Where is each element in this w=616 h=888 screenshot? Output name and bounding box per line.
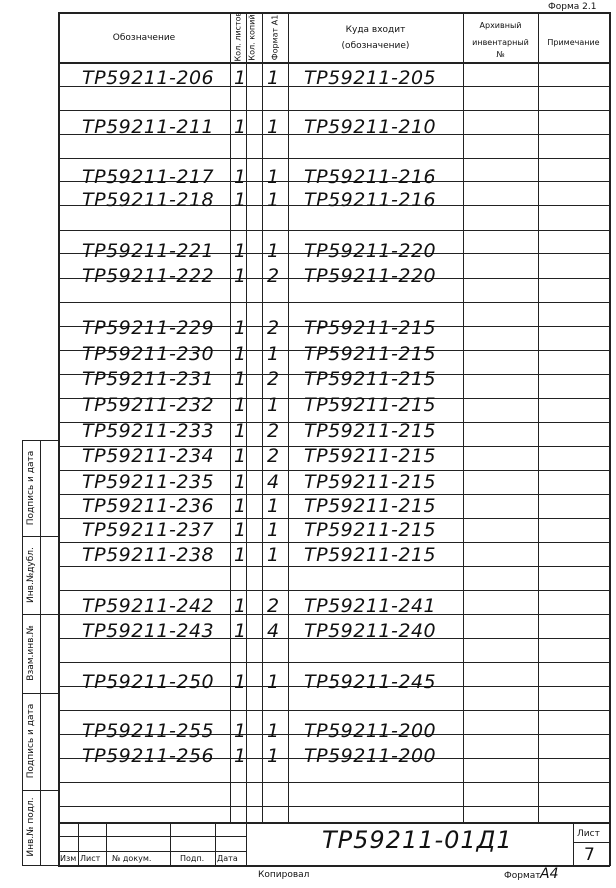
row-sheets: 1 xyxy=(234,189,247,211)
header-format: Формат А1 xyxy=(270,14,280,61)
row-designation: ТР59211-234 xyxy=(82,445,215,467)
header-where-used-1: Куда входит xyxy=(345,25,406,35)
row-rule-right xyxy=(463,253,609,254)
row-copies: 1 xyxy=(267,166,280,188)
header-where-used-2: (обозначение) xyxy=(341,41,410,51)
row-designation: ТР59211-243 xyxy=(82,620,215,642)
row-where-used: ТР59211-215 xyxy=(304,544,437,566)
row-where-used: ТР59211-215 xyxy=(304,471,437,493)
row-rule-right xyxy=(463,686,609,687)
header-notes: Примечание xyxy=(547,38,600,47)
row-rule-right xyxy=(463,86,609,87)
row-rule-right xyxy=(463,590,609,591)
tb-v-sheet xyxy=(573,822,574,866)
row-copies: 2 xyxy=(267,595,280,617)
row-designation: ТР59211-232 xyxy=(82,394,215,416)
row-where-used: ТР59211-205 xyxy=(304,67,437,89)
row-rule-right xyxy=(463,230,609,231)
row-rule-right xyxy=(463,542,609,543)
tb-v-data xyxy=(246,822,247,866)
row-sheets: 1 xyxy=(234,368,247,390)
row-rule-right xyxy=(463,782,609,783)
row-copies: 2 xyxy=(267,445,280,467)
row-copies: 1 xyxy=(267,116,280,138)
header-archive-1: Архивный xyxy=(479,21,522,30)
row-copies: 1 xyxy=(267,745,280,767)
row-rule xyxy=(58,590,463,591)
frame-right xyxy=(609,12,611,866)
tb-v-list xyxy=(106,822,107,866)
row-designation: ТР59211-211 xyxy=(82,116,215,138)
row-copies: 1 xyxy=(267,189,280,211)
row-sheets: 1 xyxy=(234,67,247,89)
tb-top xyxy=(58,822,610,824)
frame-top xyxy=(58,12,610,14)
row-where-used: ТР59211-241 xyxy=(304,595,437,617)
row-designation: ТР59211-235 xyxy=(82,471,215,493)
header-archive-3: № xyxy=(496,50,505,59)
row-designation: ТР59211-222 xyxy=(82,265,215,287)
row-designation: ТР59211-217 xyxy=(82,166,215,188)
row-copies: 1 xyxy=(267,495,280,517)
row-where-used: ТР59211-215 xyxy=(304,519,437,541)
row-rule-right xyxy=(463,758,609,759)
row-rule xyxy=(58,566,463,567)
side-inv-podl: Инв.№ подл. xyxy=(26,797,36,857)
row-designation: ТР59211-236 xyxy=(82,495,215,517)
row-sheets: 1 xyxy=(234,394,247,416)
side-inv-dubl: Инв.№дубл. xyxy=(26,547,36,603)
row-designation: ТР59211-218 xyxy=(82,189,215,211)
row-copies: 1 xyxy=(267,544,280,566)
frame-left xyxy=(58,12,60,866)
row-rule-right xyxy=(463,494,609,495)
row-where-used: ТР59211-215 xyxy=(304,317,437,339)
header-qty-copies: Кол. копий xyxy=(247,14,257,61)
row-designation: ТР59211-255 xyxy=(82,720,215,742)
row-rule-right xyxy=(463,181,609,182)
row-rule-right xyxy=(463,326,609,327)
row-sheets: 1 xyxy=(234,495,247,517)
tb-podp: Подп. xyxy=(180,854,205,863)
row-sheets: 1 xyxy=(234,595,247,617)
row-rule-right xyxy=(463,278,609,279)
row-sheets: 1 xyxy=(234,471,247,493)
row-sheets: 1 xyxy=(234,445,247,467)
row-where-used: ТР59211-215 xyxy=(304,368,437,390)
document-code: ТР59211-01Д1 xyxy=(322,826,513,854)
side-strip-left xyxy=(22,440,23,866)
row-sheets: 1 xyxy=(234,343,247,365)
row-rule xyxy=(58,782,463,783)
row-rule-right xyxy=(463,566,609,567)
row-copies: 1 xyxy=(267,720,280,742)
row-rule xyxy=(58,806,463,807)
row-copies: 2 xyxy=(267,368,280,390)
form-label: Форма 2.1 xyxy=(548,2,597,12)
tb-sheet-label: Лист xyxy=(577,829,600,839)
tb-format-value: А4 xyxy=(540,866,559,882)
row-where-used: ТР59211-215 xyxy=(304,495,437,517)
row-sheets: 1 xyxy=(234,116,247,138)
header-archive-2: инвентарный xyxy=(472,38,529,47)
row-copies: 2 xyxy=(267,317,280,339)
row-copies: 1 xyxy=(267,240,280,262)
row-copies: 1 xyxy=(267,519,280,541)
row-sheets: 1 xyxy=(234,317,247,339)
side-podpis-data-1: Подпись и дата xyxy=(26,450,36,526)
row-rule xyxy=(58,158,463,159)
row-where-used: ТР59211-210 xyxy=(304,116,437,138)
side-strip-bottom xyxy=(22,865,58,866)
row-designation: ТР59211-237 xyxy=(82,519,215,541)
row-sheets: 1 xyxy=(234,166,247,188)
row-designation: ТР59211-229 xyxy=(82,317,215,339)
row-rule-right xyxy=(463,734,609,735)
row-rule xyxy=(58,542,463,543)
row-copies: 4 xyxy=(267,620,280,642)
row-where-used: ТР59211-220 xyxy=(304,240,437,262)
row-sheets: 1 xyxy=(234,265,247,287)
row-rule-right xyxy=(463,302,609,303)
row-where-used: ТР59211-200 xyxy=(304,745,437,767)
tb-sheet-no: 7 xyxy=(584,845,595,865)
row-copies: 1 xyxy=(267,671,280,693)
row-rule-right xyxy=(463,710,609,711)
side-strip-mid xyxy=(40,440,41,866)
row-where-used: ТР59211-240 xyxy=(304,620,437,642)
tb-izm: Изм xyxy=(60,854,77,863)
row-rule-right xyxy=(463,638,609,639)
row-sheets: 1 xyxy=(234,720,247,742)
row-rule-right xyxy=(463,110,609,111)
tb-data: Дата xyxy=(217,854,238,863)
tb-sheet-div xyxy=(573,842,610,843)
row-rule-right xyxy=(463,806,609,807)
frame-bottom xyxy=(58,865,610,867)
row-designation: ТР59211-206 xyxy=(82,67,215,89)
row-designation: ТР59211-256 xyxy=(82,745,215,767)
row-rule-right xyxy=(463,350,609,351)
row-rule-right xyxy=(463,446,609,447)
row-rule-right xyxy=(463,158,609,159)
row-rule xyxy=(58,302,463,303)
row-designation: ТР59211-230 xyxy=(82,343,215,365)
row-designation: ТР59211-250 xyxy=(82,671,215,693)
row-rule xyxy=(58,230,463,231)
row-rule-right xyxy=(463,205,609,206)
row-where-used: ТР59211-220 xyxy=(304,265,437,287)
header-qty-sheets: Кол. листов xyxy=(233,11,243,62)
row-sheets: 1 xyxy=(234,420,247,442)
row-where-used: ТР59211-216 xyxy=(304,166,437,188)
header-designation: Обозначение xyxy=(112,33,176,43)
tb-row-2 xyxy=(58,851,246,852)
row-sheets: 1 xyxy=(234,240,247,262)
row-sheets: 1 xyxy=(234,544,247,566)
row-where-used: ТР59211-200 xyxy=(304,720,437,742)
row-designation: ТР59211-242 xyxy=(82,595,215,617)
row-copies: 4 xyxy=(267,471,280,493)
tb-v-doc xyxy=(170,822,171,866)
row-rule-right xyxy=(463,374,609,375)
row-sheets: 1 xyxy=(234,671,247,693)
row-where-used: ТР59211-245 xyxy=(304,671,437,693)
row-where-used: ТР59211-215 xyxy=(304,394,437,416)
tb-v-izm xyxy=(78,822,79,866)
row-designation: ТР59211-221 xyxy=(82,240,215,262)
row-rule-right xyxy=(463,422,609,423)
row-sheets: 1 xyxy=(234,519,247,541)
row-copies: 1 xyxy=(267,343,280,365)
row-copies: 2 xyxy=(267,265,280,287)
tb-v-podp xyxy=(215,822,216,866)
row-rule-right xyxy=(463,662,609,663)
row-where-used: ТР59211-216 xyxy=(304,189,437,211)
tb-list: Лист xyxy=(80,854,101,863)
tb-format-label: Формат xyxy=(504,871,541,881)
tb-doc-no: № докум. xyxy=(112,854,152,863)
row-rule xyxy=(58,110,463,111)
row-rule-right xyxy=(463,134,609,135)
header-bottom xyxy=(58,62,610,64)
side-vzam-inv: Взам.инв.№ xyxy=(26,625,36,681)
row-where-used: ТР59211-215 xyxy=(304,343,437,365)
row-copies: 1 xyxy=(267,67,280,89)
side-podpis-data-2: Подпись и дата xyxy=(26,703,36,779)
tb-copied: Копировал xyxy=(258,870,310,880)
row-designation: ТР59211-233 xyxy=(82,420,215,442)
row-designation: ТР59211-238 xyxy=(82,544,215,566)
row-rule-right xyxy=(463,470,609,471)
row-copies: 1 xyxy=(267,394,280,416)
row-rule-right xyxy=(463,518,609,519)
row-where-used: ТР59211-215 xyxy=(304,420,437,442)
tb-row-1 xyxy=(58,836,246,837)
row-rule-right xyxy=(463,614,609,615)
row-sheets: 1 xyxy=(234,745,247,767)
row-sheets: 1 xyxy=(234,620,247,642)
row-rule xyxy=(58,662,463,663)
row-copies: 2 xyxy=(267,420,280,442)
row-rule-right xyxy=(463,398,609,399)
row-rule xyxy=(58,710,463,711)
row-designation: ТР59211-231 xyxy=(82,368,215,390)
row-where-used: ТР59211-215 xyxy=(304,445,437,467)
